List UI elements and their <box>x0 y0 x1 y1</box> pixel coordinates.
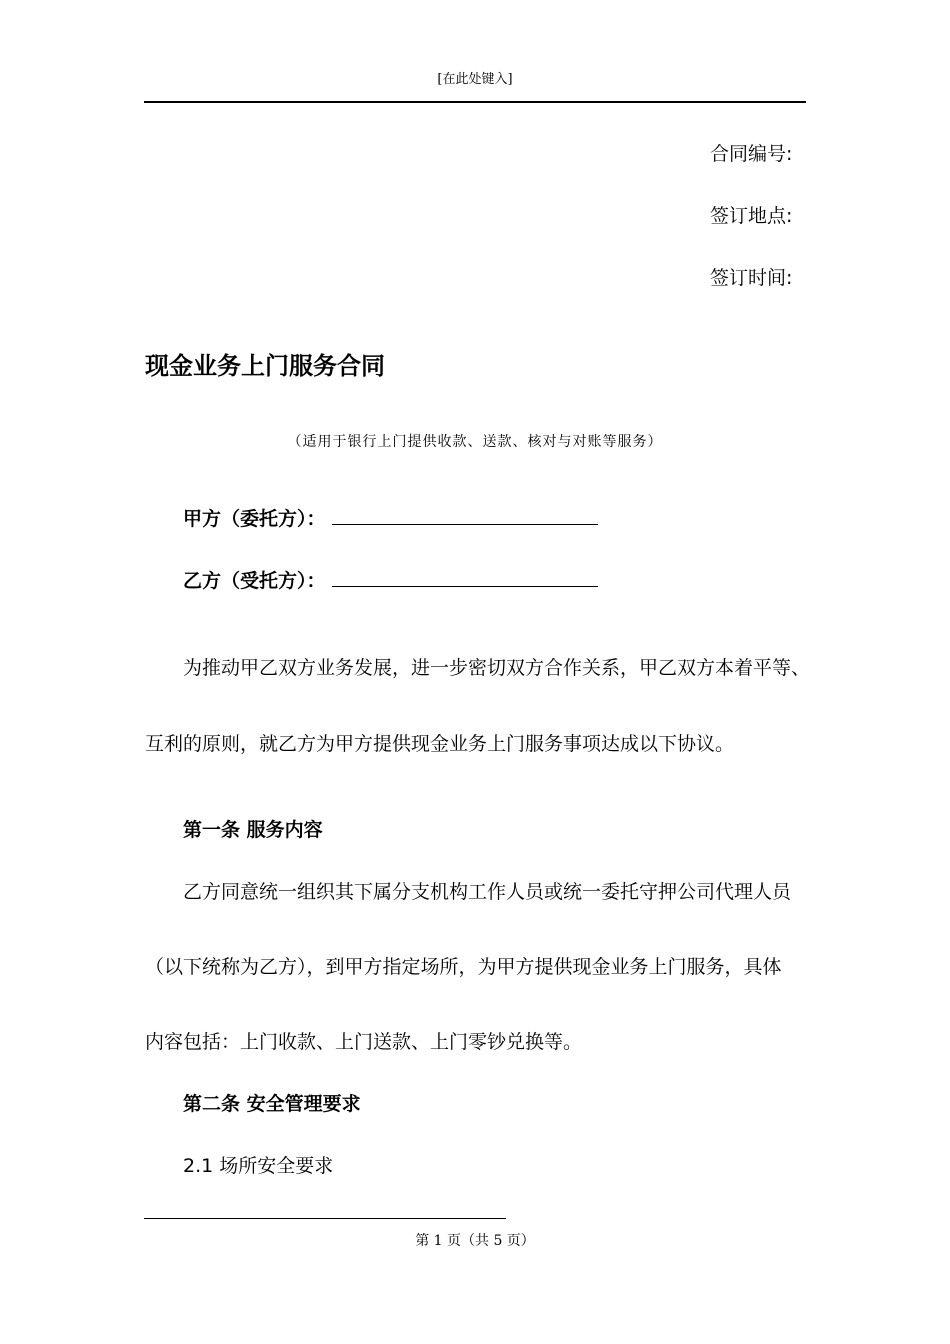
party-b-label: 乙方（受托方）： <box>183 570 326 592</box>
party-a-line <box>183 504 598 531</box>
sign-time-label: 签订时间: <box>710 267 793 289</box>
article-1-line-1: 乙方同意统一组织其下属分支机构工作人员或统一委托守押公司代理人员 <box>183 881 792 903</box>
page-header-placeholder: [在此处键入] <box>437 72 513 87</box>
party-b-blank <box>332 568 598 587</box>
article-1-line-2: （以下统称为乙方），到甲方指定场所，为甲方提供现金业务上门服务，具体 <box>145 956 782 978</box>
document-title: 现金业务上门服务合同 <box>145 352 385 380</box>
sign-place-label: 签订地点: <box>710 205 793 227</box>
article-2-heading: 第二条 安全管理要求 <box>183 1093 361 1115</box>
footer-divider <box>144 1218 506 1219</box>
page-number: 第 1 页（共 5 页） <box>415 1233 535 1249</box>
party-b-line <box>183 566 598 593</box>
document-subtitle: （适用于银行上门提供收款、送款、核对与对账等服务） <box>287 434 663 450</box>
contract-number-label: 合同编号: <box>710 143 793 165</box>
party-a-blank <box>332 506 598 525</box>
article-1-line-3: 内容包括：上门收款、上门送款、上门零钞兑换等。 <box>145 1031 583 1053</box>
article-1-heading: 第一条 服务内容 <box>183 819 323 841</box>
intro-line-1: 为推动甲乙双方业务发展，进一步密切双方合作关系，甲乙双方本着平等、 <box>183 657 811 679</box>
intro-line-2: 互利的原则，就乙方为甲方提供现金业务上门服务事项达成以下协议。 <box>145 733 735 755</box>
party-a-label: 甲方（委托方）： <box>183 508 326 530</box>
article-2-subsection-1: 2.1 场所安全要求 <box>183 1155 334 1177</box>
header-divider <box>144 101 806 103</box>
